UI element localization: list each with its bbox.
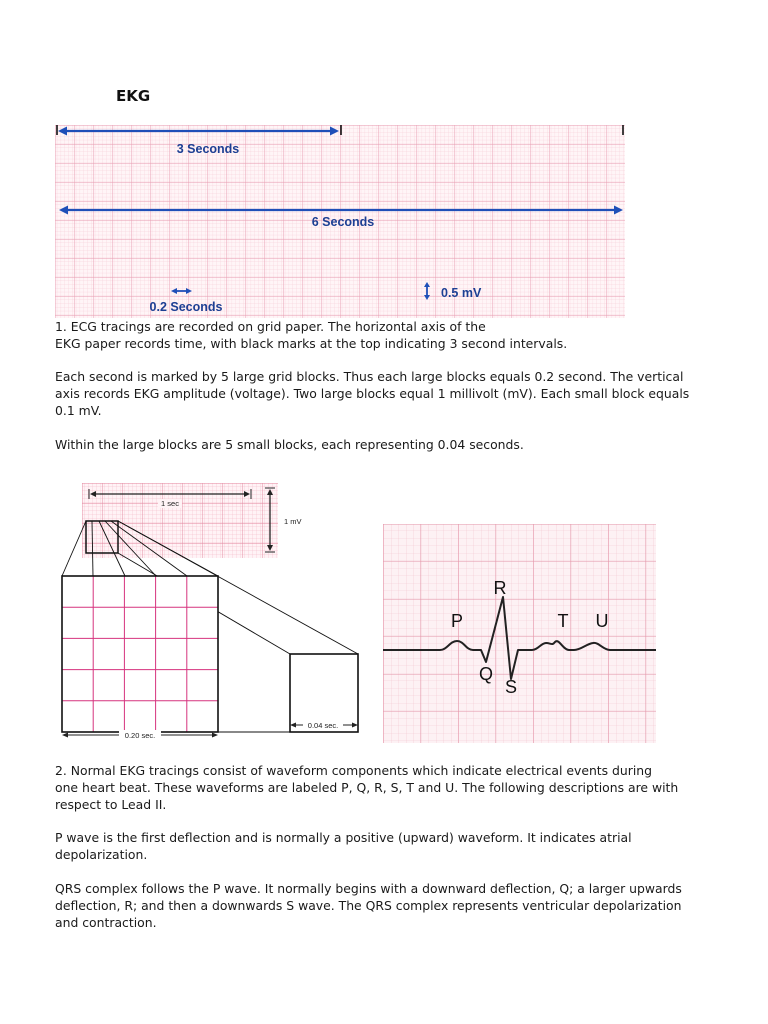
- s-wave-label: S: [504, 677, 518, 697]
- section1-paragraph-2: [55, 368, 689, 419]
- zoomed-large-block: [62, 576, 218, 732]
- ecg-grid-figure: [55, 122, 626, 320]
- text-line: 0.1 mV.: [55, 403, 102, 418]
- r-wave-label: R: [493, 578, 507, 598]
- text-line: EKG paper records time, with black marks at the top indicating 3 second intervals.: [55, 336, 568, 351]
- text-line: axis records EKG amplitude (voltage). Two large blocks equal 1 millivolt (mV). Each small block equals: [55, 386, 690, 401]
- one-millivolt-label: 1 mV: [284, 517, 302, 526]
- t-wave-label: T: [557, 611, 569, 631]
- text-line: 1. ECG tracings are recorded on grid paper. The horizontal axis of the: [55, 319, 486, 334]
- text-line: QRS complex follows the P wave. It normally begins with a downward deflection, Q; a larger upwards: [55, 881, 682, 896]
- page-title: EKG: [116, 87, 151, 105]
- pqrstu-waveform-figure: [383, 524, 656, 743]
- text-line: deflection, R; and then a downwards S wave. The QRS complex represents ventricular depolarization: [55, 898, 682, 913]
- qrs-complex-paragraph: [55, 880, 682, 931]
- text-line: one heart beat. These waveforms are labeled P, Q, R, S, T and U. The following descriptions are with: [55, 780, 679, 795]
- three-seconds-label: 3 Seconds: [176, 142, 240, 156]
- q-wave-label: Q: [478, 664, 494, 684]
- six-seconds-label: 6 Seconds: [311, 215, 375, 229]
- p-wave-paragraph: [55, 829, 632, 863]
- half-millivolt-label: 0.5 mV: [441, 286, 482, 300]
- text-line: Within the large blocks are 5 small blocks, each representing 0.04 seconds.: [55, 437, 524, 452]
- point-two-seconds-label: 0.2 Seconds: [149, 300, 223, 314]
- text-line: 2. Normal EKG tracings consist of waveform components which indicate electrical events during: [55, 763, 653, 778]
- text-line: respect to Lead II.: [55, 797, 167, 812]
- u-wave-label: U: [595, 611, 609, 631]
- text-line: P wave is the first deflection and is normally a positive (upward) waveform. It indicates atrial: [55, 830, 632, 845]
- point-zero-four-seconds-label: 0.04 sec.: [307, 721, 339, 730]
- text-line: Each second is marked by 5 large grid blocks. Thus each large blocks equals 0.2 second. The vertical: [55, 369, 684, 384]
- section1-paragraph-3: [55, 436, 524, 453]
- text-line: and contraction.: [55, 915, 157, 930]
- section2-intro-paragraph: [55, 762, 678, 813]
- section1-paragraph-1: [55, 318, 567, 352]
- p-wave-label: P: [450, 611, 464, 631]
- grid-zoom-diagram: [55, 478, 365, 746]
- text-line: depolarization.: [55, 847, 148, 862]
- point-two-zero-seconds-label: 0.20 sec.: [124, 731, 156, 740]
- waveform-grid-lines: [383, 524, 656, 743]
- one-second-label: 1 sec: [161, 499, 179, 508]
